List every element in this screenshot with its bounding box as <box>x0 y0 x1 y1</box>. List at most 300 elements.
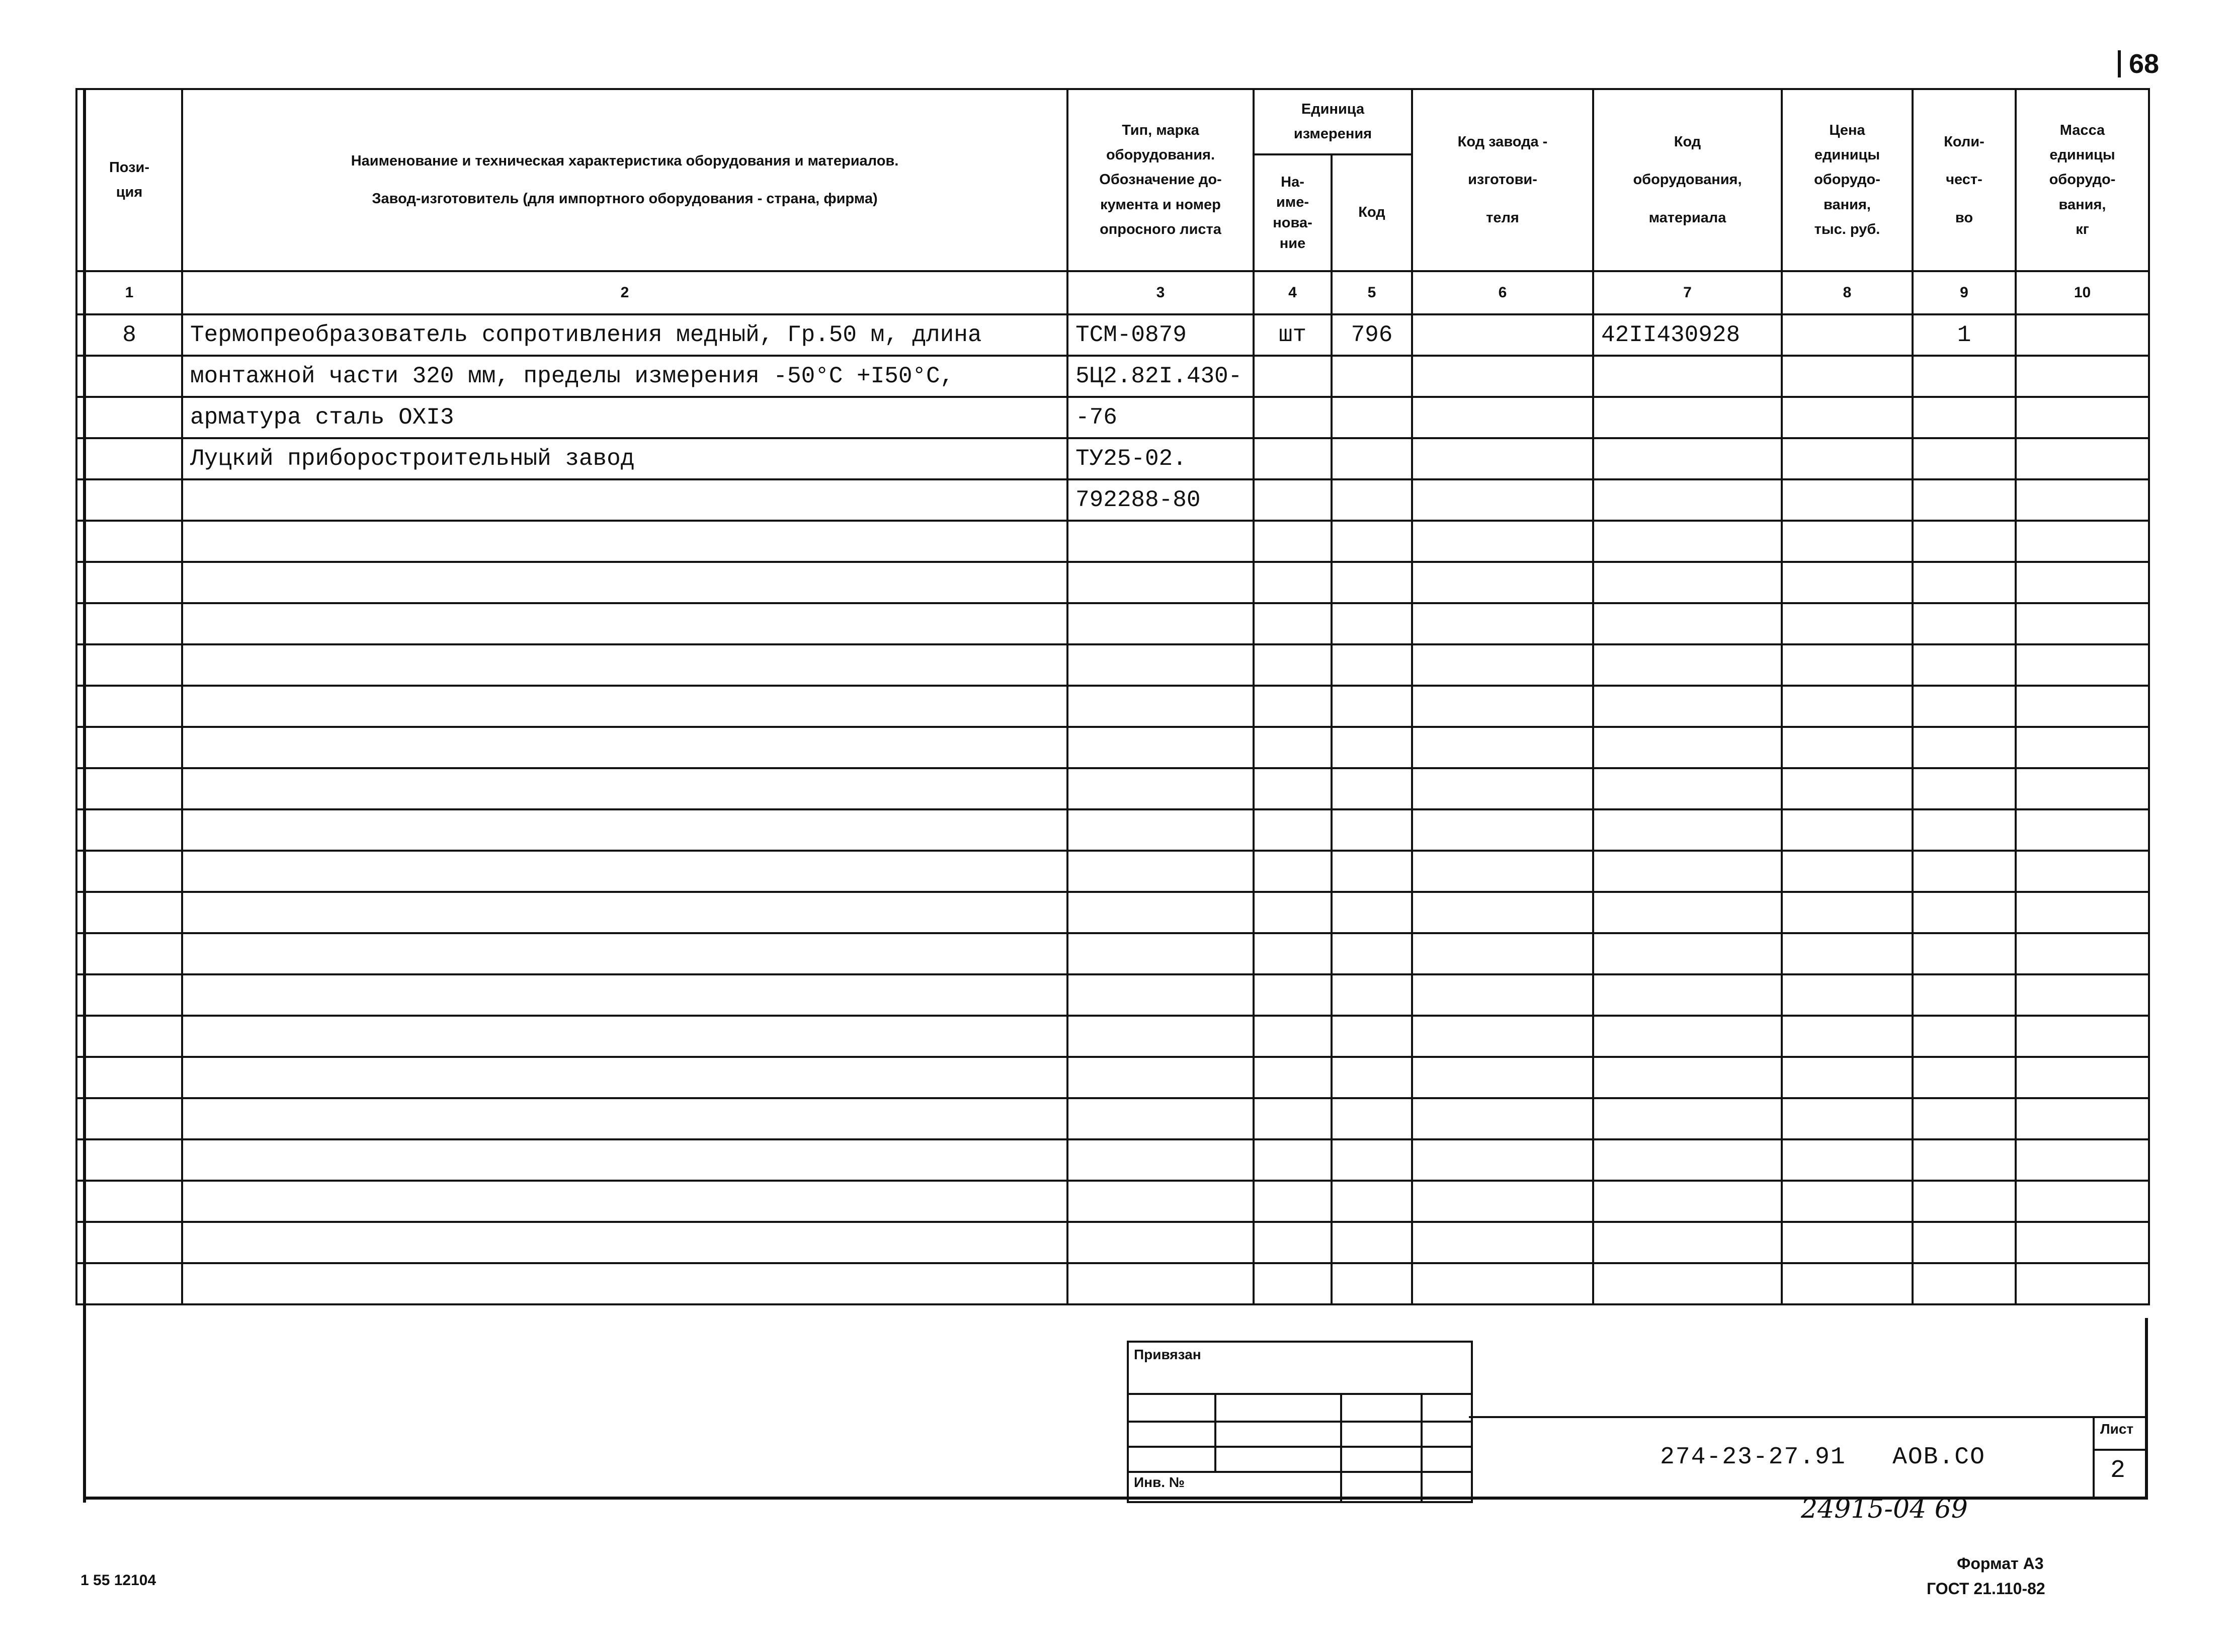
cell-quantity <box>1913 438 2016 479</box>
cell-equipment-code <box>1593 438 1782 479</box>
empty-cell <box>1254 1139 1332 1181</box>
empty-cell <box>1593 1057 1782 1098</box>
empty-cell <box>1913 1057 2016 1098</box>
cell-type: -76 <box>1067 397 1254 438</box>
empty-cell <box>76 809 182 851</box>
empty-cell <box>1782 1016 1913 1057</box>
empty-cell <box>1782 809 1913 851</box>
empty-cell <box>1332 1098 1412 1139</box>
header-unit: Единица измерения <box>1254 89 1412 154</box>
cell-mass <box>2016 314 2149 356</box>
empty-cell <box>2016 892 2149 933</box>
empty-cell <box>1593 603 1782 644</box>
table-row <box>76 727 2149 768</box>
empty-cell <box>1412 644 1593 686</box>
empty-cell <box>1412 809 1593 851</box>
cell-unit-name: шт <box>1254 314 1332 356</box>
table-row <box>76 809 2149 851</box>
empty-cell <box>2016 974 2149 1016</box>
empty-cell <box>1593 892 1782 933</box>
empty-cell <box>1332 1016 1412 1057</box>
empty-cell <box>1782 644 1913 686</box>
empty-cell <box>1412 1181 1593 1222</box>
empty-cell <box>76 562 182 603</box>
stamp-divider <box>1340 1393 1342 1501</box>
empty-cell <box>1913 644 2016 686</box>
empty-cell <box>1412 933 1593 974</box>
header-position: Пози- ция <box>76 89 182 271</box>
empty-cell <box>2016 1139 2149 1181</box>
empty-cell <box>1254 809 1332 851</box>
empty-cell <box>1913 974 2016 1016</box>
empty-cell <box>1332 974 1412 1016</box>
empty-cell <box>76 1098 182 1139</box>
empty-cell <box>1782 933 1913 974</box>
empty-cell <box>1254 768 1332 809</box>
empty-cell <box>2016 1263 2149 1304</box>
cell-type: 5Ц2.82I.430- <box>1067 356 1254 397</box>
empty-cell <box>1782 1181 1913 1222</box>
empty-cell <box>1913 892 2016 933</box>
empty-cell <box>182 892 1067 933</box>
empty-cell <box>2016 521 2149 562</box>
cell-quantity: 1 <box>1913 314 2016 356</box>
cell-type: ТУ25-02. <box>1067 438 1254 479</box>
frame-left-line <box>83 88 86 1503</box>
empty-cell <box>1412 1057 1593 1098</box>
empty-cell <box>1412 521 1593 562</box>
table-row <box>76 1057 2149 1098</box>
empty-cell <box>1332 933 1412 974</box>
cell-price <box>1782 397 1913 438</box>
cell-unit-name <box>1254 438 1332 479</box>
empty-cell <box>182 521 1067 562</box>
empty-cell <box>1332 562 1412 603</box>
column-number: 3 <box>1067 271 1254 314</box>
empty-cell <box>76 644 182 686</box>
empty-cell <box>1254 974 1332 1016</box>
table-row <box>76 1222 2149 1263</box>
empty-cell <box>1782 892 1913 933</box>
empty-cell <box>1067 1057 1254 1098</box>
cell-equipment-code: 42II430928 <box>1593 314 1782 356</box>
empty-cell <box>1593 809 1782 851</box>
empty-cell <box>2016 686 2149 727</box>
empty-cell <box>1412 851 1593 892</box>
stamp-divider <box>1129 1446 1471 1448</box>
empty-cell <box>1332 1057 1412 1098</box>
specification-table <box>75 88 2150 1305</box>
column-number: 5 <box>1332 271 1412 314</box>
header-price: Цена единицы оборудо- вания, тыс. руб. <box>1782 89 1913 271</box>
header-type: Тип, марка оборудования. Обозначение до- кумента и номер опросного листа <box>1067 89 1254 271</box>
empty-cell <box>1254 562 1332 603</box>
empty-cell <box>76 1016 182 1057</box>
empty-cell <box>1412 892 1593 933</box>
empty-cell <box>1067 1098 1254 1139</box>
cell-unit-code <box>1332 479 1412 521</box>
empty-cell <box>1412 768 1593 809</box>
empty-cell <box>1593 1016 1782 1057</box>
cell-name: арматура сталь ОХI3 <box>182 397 1067 438</box>
empty-cell <box>76 1181 182 1222</box>
empty-cell <box>1332 727 1412 768</box>
empty-cell <box>182 1263 1067 1304</box>
cell-position: 8 <box>76 314 182 356</box>
empty-cell <box>1782 1098 1913 1139</box>
cell-equipment-code <box>1593 479 1782 521</box>
table-row <box>76 479 2149 521</box>
empty-cell <box>1067 1016 1254 1057</box>
gost-label: ГОСТ 21.110-82 <box>1927 1580 2045 1598</box>
header-factory-code: Код завода - изготови- теля <box>1412 89 1593 271</box>
empty-cell <box>1593 644 1782 686</box>
cell-factory-code <box>1412 314 1593 356</box>
cell-name: Луцкий приборостроительный завод <box>182 438 1067 479</box>
column-number-row <box>76 271 2149 314</box>
empty-cell <box>2016 727 2149 768</box>
empty-cell <box>1593 974 1782 1016</box>
empty-cell <box>76 1057 182 1098</box>
empty-cell <box>1067 521 1254 562</box>
cell-name: Термопреобразователь сопротивления медный, Гр.50 м, длина <box>182 314 1067 356</box>
empty-cell <box>1067 1222 1254 1263</box>
empty-cell <box>1913 562 2016 603</box>
empty-cell <box>1593 727 1782 768</box>
empty-cell <box>2016 603 2149 644</box>
table-row <box>76 397 2149 438</box>
cell-quantity <box>1913 397 2016 438</box>
stamp-divider <box>1214 1393 1216 1471</box>
empty-cell <box>1593 562 1782 603</box>
empty-cell <box>182 603 1067 644</box>
empty-cell <box>1593 686 1782 727</box>
cell-factory-code <box>1412 397 1593 438</box>
stamp-bound-label: Привязан <box>1134 1347 1201 1362</box>
empty-cell <box>182 768 1067 809</box>
empty-cell <box>1254 1222 1332 1263</box>
empty-cell <box>2016 1016 2149 1057</box>
empty-cell <box>1254 727 1332 768</box>
empty-cell <box>2016 1222 2149 1263</box>
empty-cell <box>182 1098 1067 1139</box>
empty-cell <box>1412 1263 1593 1304</box>
empty-cell <box>182 1181 1067 1222</box>
cell-factory-code <box>1412 479 1593 521</box>
cell-unit-name <box>1254 397 1332 438</box>
table-row <box>76 768 2149 809</box>
cell-equipment-code <box>1593 356 1782 397</box>
empty-cell <box>2016 768 2149 809</box>
cell-unit-code <box>1332 397 1412 438</box>
empty-cell <box>1593 521 1782 562</box>
title-block-line <box>1469 1416 2148 1418</box>
empty-cell <box>1412 727 1593 768</box>
empty-cell <box>182 851 1067 892</box>
empty-cell <box>1913 603 2016 644</box>
table-row <box>76 1139 2149 1181</box>
empty-cell <box>1782 851 1913 892</box>
empty-cell <box>1254 1098 1332 1139</box>
table-row <box>76 1181 2149 1222</box>
empty-cell <box>1412 686 1593 727</box>
cell-price <box>1782 479 1913 521</box>
table-row <box>76 562 2149 603</box>
cell-equipment-code <box>1593 397 1782 438</box>
empty-cell <box>1332 686 1412 727</box>
column-number: 6 <box>1412 271 1593 314</box>
table-row <box>76 1016 2149 1057</box>
cell-mass <box>2016 397 2149 438</box>
empty-cell <box>1067 1181 1254 1222</box>
cell-factory-code <box>1412 356 1593 397</box>
empty-cell <box>1782 1222 1913 1263</box>
table-row <box>76 603 2149 644</box>
empty-cell <box>1412 1139 1593 1181</box>
empty-cell <box>182 809 1067 851</box>
empty-cell <box>76 892 182 933</box>
empty-cell <box>76 521 182 562</box>
empty-cell <box>1067 727 1254 768</box>
empty-cell <box>1332 809 1412 851</box>
empty-cell <box>182 686 1067 727</box>
empty-cell <box>1913 1139 2016 1181</box>
empty-cell <box>2016 809 2149 851</box>
table-row <box>76 974 2149 1016</box>
empty-cell <box>1332 768 1412 809</box>
header-unit-code: Код <box>1332 154 1412 271</box>
stamp-inventory-label: Инв. № <box>1134 1474 1185 1490</box>
column-number: 7 <box>1593 271 1782 314</box>
empty-cell <box>1593 1139 1782 1181</box>
empty-cell <box>76 1139 182 1181</box>
column-number: 2 <box>182 271 1067 314</box>
empty-cell <box>1254 851 1332 892</box>
stamp-divider <box>1421 1393 1423 1501</box>
cell-quantity <box>1913 479 2016 521</box>
empty-cell <box>1782 974 1913 1016</box>
cell-position <box>76 479 182 521</box>
empty-cell <box>1782 1139 1913 1181</box>
cell-unit-code <box>1332 438 1412 479</box>
empty-cell <box>1412 1222 1593 1263</box>
empty-cell <box>1913 686 2016 727</box>
empty-cell <box>76 1263 182 1304</box>
empty-cell <box>182 933 1067 974</box>
empty-cell <box>182 1222 1067 1263</box>
empty-cell <box>1067 603 1254 644</box>
empty-cell <box>1913 1181 2016 1222</box>
empty-cell <box>1593 851 1782 892</box>
column-number: 4 <box>1254 271 1332 314</box>
column-number: 8 <box>1782 271 1913 314</box>
cell-price <box>1782 356 1913 397</box>
cell-position <box>76 438 182 479</box>
empty-cell <box>1593 1098 1782 1139</box>
empty-cell <box>182 1016 1067 1057</box>
empty-cell <box>76 933 182 974</box>
empty-cell <box>1593 1263 1782 1304</box>
empty-cell <box>1913 1222 2016 1263</box>
table-row <box>76 851 2149 892</box>
empty-cell <box>2016 1057 2149 1098</box>
empty-cell <box>1067 1139 1254 1181</box>
empty-cell <box>1254 1263 1332 1304</box>
binding-stamp <box>1127 1341 1473 1503</box>
cell-type: 792288-80 <box>1067 479 1254 521</box>
empty-cell <box>1332 1181 1412 1222</box>
empty-cell <box>1913 809 2016 851</box>
empty-cell <box>1913 521 2016 562</box>
sheet-number: 2 <box>2110 1456 2126 1485</box>
empty-cell <box>1412 603 1593 644</box>
empty-cell <box>1782 686 1913 727</box>
empty-cell <box>1412 562 1593 603</box>
table-row <box>76 644 2149 686</box>
empty-cell <box>76 768 182 809</box>
column-number: 10 <box>2016 271 2149 314</box>
empty-cell <box>1254 521 1332 562</box>
empty-cell <box>76 603 182 644</box>
empty-cell <box>1913 768 2016 809</box>
empty-cell <box>1067 809 1254 851</box>
column-number: 9 <box>1913 271 2016 314</box>
empty-cell <box>76 1222 182 1263</box>
empty-cell <box>1067 851 1254 892</box>
empty-cell <box>1593 768 1782 809</box>
bottom-left-code: 1 55 12104 <box>80 1572 156 1589</box>
empty-cell <box>1782 1057 1913 1098</box>
empty-cell <box>76 686 182 727</box>
table-row <box>76 438 2149 479</box>
format-label: Формат А3 <box>1957 1554 2044 1573</box>
empty-cell <box>1593 1222 1782 1263</box>
empty-cell <box>2016 562 2149 603</box>
empty-cell <box>76 974 182 1016</box>
stamp-divider <box>1129 1393 1471 1395</box>
empty-cell <box>1254 1181 1332 1222</box>
empty-cell <box>1332 892 1412 933</box>
empty-cell <box>1593 1181 1782 1222</box>
cell-unit-code: 796 <box>1332 314 1412 356</box>
stamp-divider <box>1129 1471 1471 1473</box>
cell-price <box>1782 314 1913 356</box>
empty-cell <box>1332 521 1412 562</box>
empty-cell <box>2016 933 2149 974</box>
empty-cell <box>1913 1016 2016 1057</box>
empty-cell <box>182 1139 1067 1181</box>
empty-cell <box>1067 933 1254 974</box>
empty-cell <box>76 851 182 892</box>
empty-cell <box>1412 1098 1593 1139</box>
empty-cell <box>1332 851 1412 892</box>
empty-cell <box>1332 1263 1412 1304</box>
empty-cell <box>1254 892 1332 933</box>
empty-cell <box>76 727 182 768</box>
empty-cell <box>1782 768 1913 809</box>
cell-position <box>76 356 182 397</box>
empty-cell <box>182 644 1067 686</box>
cell-unit-name <box>1254 356 1332 397</box>
cell-factory-code <box>1412 438 1593 479</box>
empty-cell <box>1067 686 1254 727</box>
empty-cell <box>1254 644 1332 686</box>
header-quantity: Коли- чест- во <box>1913 89 2016 271</box>
table-row <box>76 933 2149 974</box>
cell-name: монтажной части 320 мм, пределы измерения -50°С +I50°С, <box>182 356 1067 397</box>
header-name: Наименование и техническая характеристика оборудования и материалов. Завод-изготовитель (для импортного оборудования - страна, фирма) <box>182 89 1067 271</box>
empty-cell <box>1254 603 1332 644</box>
stamp-divider <box>1129 1421 1471 1423</box>
empty-cell <box>1782 603 1913 644</box>
header-equipment-code: Код оборудования, материала <box>1593 89 1782 271</box>
empty-cell <box>1782 727 1913 768</box>
table-row <box>76 356 2149 397</box>
empty-cell <box>1593 933 1782 974</box>
empty-cell <box>1782 521 1913 562</box>
empty-cell <box>1412 1016 1593 1057</box>
empty-cell <box>1332 1139 1412 1181</box>
empty-cell <box>2016 1181 2149 1222</box>
empty-cell <box>1254 686 1332 727</box>
empty-cell <box>1332 603 1412 644</box>
cell-mass <box>2016 356 2149 397</box>
sheet-label: Лист <box>2100 1421 2134 1437</box>
empty-cell <box>1067 1263 1254 1304</box>
empty-cell <box>2016 644 2149 686</box>
empty-cell <box>1254 933 1332 974</box>
empty-cell <box>1913 851 2016 892</box>
empty-cell <box>2016 1098 2149 1139</box>
empty-cell <box>1412 974 1593 1016</box>
table-row <box>76 314 2149 356</box>
archive-number: 24915-04 69 <box>1801 1494 1968 1524</box>
table-row <box>76 1263 2149 1304</box>
table-row <box>76 686 2149 727</box>
empty-cell <box>182 1057 1067 1098</box>
empty-cell <box>1782 562 1913 603</box>
sheet-page-number: 68 <box>2118 50 2159 77</box>
empty-cell <box>1067 562 1254 603</box>
empty-cell <box>182 974 1067 1016</box>
empty-cell <box>1067 974 1254 1016</box>
cell-position <box>76 397 182 438</box>
empty-cell <box>1254 1057 1332 1098</box>
empty-cell <box>182 562 1067 603</box>
column-number: 1 <box>76 271 182 314</box>
empty-cell <box>1913 727 2016 768</box>
header-unit-name: На- име- нова- ние <box>1254 154 1332 271</box>
empty-cell <box>1332 644 1412 686</box>
empty-cell <box>1067 892 1254 933</box>
cell-unit-name <box>1254 479 1332 521</box>
cell-mass <box>2016 438 2149 479</box>
cell-name <box>182 479 1067 521</box>
sheet-box-divider <box>2093 1449 2148 1451</box>
table-row <box>76 892 2149 933</box>
empty-cell <box>2016 851 2149 892</box>
empty-cell <box>1782 1263 1913 1304</box>
cell-mass <box>2016 479 2149 521</box>
header-mass: Масса единицы оборудо- вания, кг <box>2016 89 2149 271</box>
empty-cell <box>182 727 1067 768</box>
empty-cell <box>1332 1222 1412 1263</box>
table-row <box>76 1098 2149 1139</box>
empty-cell <box>1913 1098 2016 1139</box>
empty-cell <box>1067 644 1254 686</box>
cell-quantity <box>1913 356 2016 397</box>
cell-type: ТСМ-0879 <box>1067 314 1254 356</box>
